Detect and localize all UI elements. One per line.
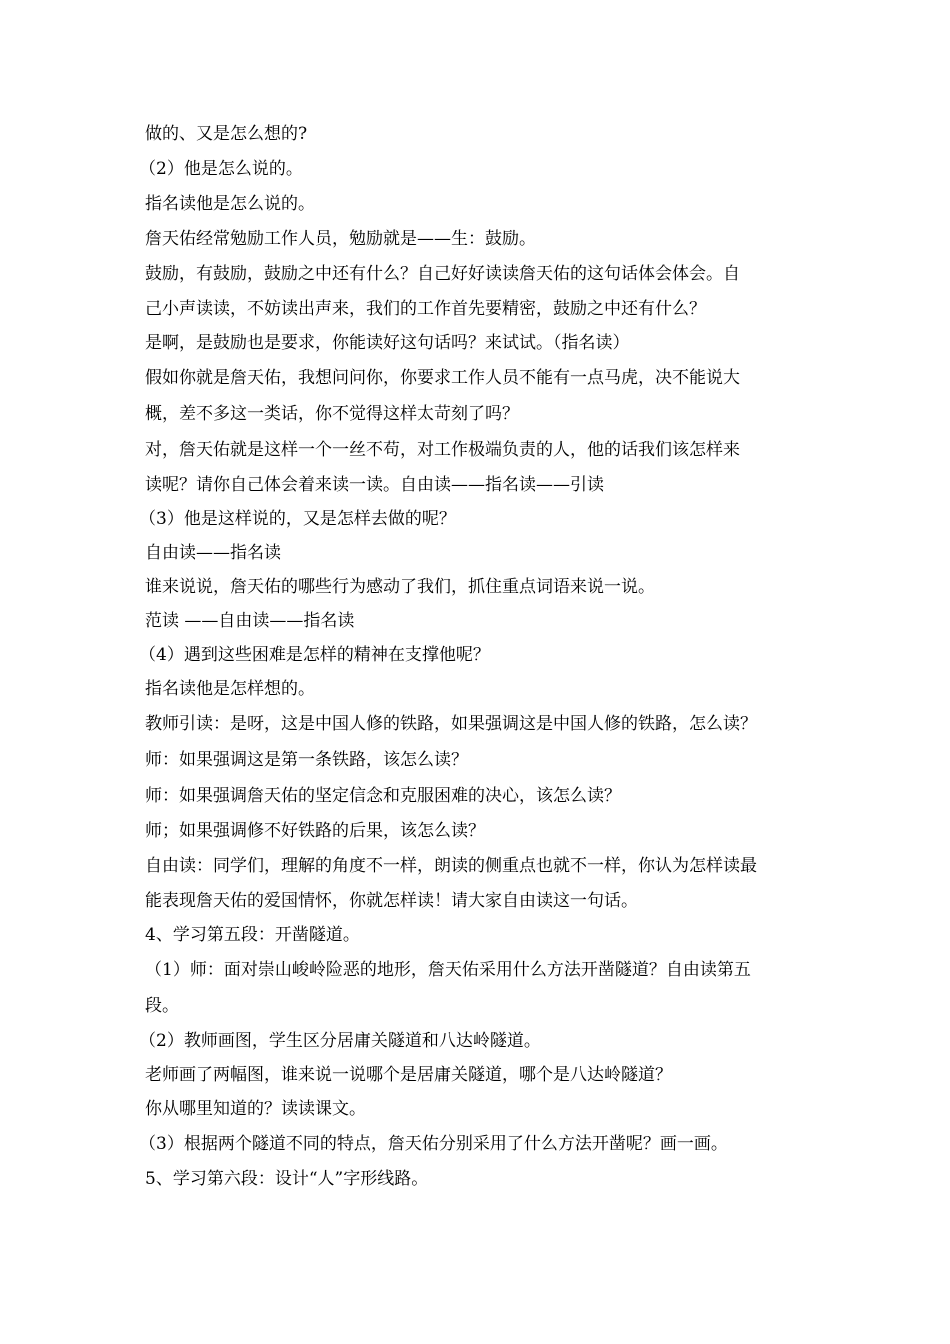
- text-line: 假如你就是詹天佑，我想问问你，你要求工作人员不能有一点马虎，决不能说大: [145, 368, 740, 388]
- text-line: 师：如果强调詹天佑的坚定信念和克服困难的决心，该怎么读？: [145, 786, 621, 806]
- text-line: 是啊，是鼓励也是要求，你能读好这句话吗？来试试。（指名读）: [145, 333, 630, 353]
- text-line: （1）师：面对崇山峻岭险恶的地形，詹天佑采用什么方法开凿隧道？自由读第五: [145, 960, 751, 980]
- text-line: 己小声读读，不妨读出声来，我们的工作首先要精密，鼓励之中还有什么？: [145, 299, 706, 319]
- text-line: 鼓励，有鼓励，鼓励之中还有什么？自己好好读读詹天佑的这句话体会体会。自: [145, 264, 740, 284]
- text-line: 自由读——指名读: [145, 543, 281, 563]
- text-line: 做的、又是怎么想的?: [145, 124, 308, 144]
- text-line: （2）教师画图，学生区分居庸关隧道和八达岭隧道。: [139, 1031, 541, 1051]
- text-line: 范读 ——自由读——指名读: [145, 611, 355, 631]
- text-line: 指名读他是怎样想的。: [145, 679, 315, 699]
- text-line: 能表现詹天佑的爱国情怀，你就怎样读！请大家自由读这一句话。: [145, 891, 638, 911]
- text-line: 对，詹天佑就是这样一个一丝不苟，对工作极端负责的人，他的话我们该怎样来: [145, 440, 740, 460]
- text-line: 概，差不多这一类话，你不觉得这样太苛刻了吗？: [145, 404, 519, 424]
- text-line: 指名读他是怎么说的。: [145, 194, 315, 214]
- text-line: 自由读：同学们，理解的角度不一样，朗读的侧重点也就不一样，你认为怎样读最: [145, 856, 757, 876]
- section-heading: 5、学习第六段：设计“人”字形线路。: [145, 1169, 429, 1189]
- text-line: 老师画了两幅图，谁来说一说哪个是居庸关隧道，哪个是八达岭隧道？: [145, 1065, 672, 1085]
- text-line: （2）他是怎么说的。: [139, 159, 303, 179]
- text-line: （3）他是这样说的，又是怎样去做的呢？: [139, 509, 456, 529]
- text-line: 段。: [145, 996, 179, 1016]
- text-line: （4）遇到这些困难是怎样的精神在支撑他呢？: [139, 645, 490, 665]
- document-page: [139, 116, 813, 1196]
- text-line: 读呢？请你自己体会着来读一读。自由读——指名读——引读: [145, 475, 604, 495]
- text-line: 你从哪里知道的？读读课文。: [145, 1099, 366, 1119]
- text-line: 教师引读：是呀，这是中国人修的铁路，如果强调这是中国人修的铁路，怎么读？: [145, 714, 757, 734]
- text-line: （3）根据两个隧道不同的特点，詹天佑分别采用了什么方法开凿呢？画一画。: [139, 1134, 728, 1154]
- text-line: 詹天佑经常勉励工作人员，勉励就是——生：鼓励。: [145, 229, 536, 249]
- text-line: 谁来说说，詹天佑的哪些行为感动了我们，抓住重点词语来说一说。: [145, 577, 655, 597]
- text-line: 师：如果强调这是第一条铁路，该怎么读？: [145, 750, 468, 770]
- section-heading: 4、学习第五段：开凿隧道。: [145, 925, 360, 945]
- text-line: 师；如果强调修不好铁路的后果，该怎么读？: [145, 821, 485, 841]
